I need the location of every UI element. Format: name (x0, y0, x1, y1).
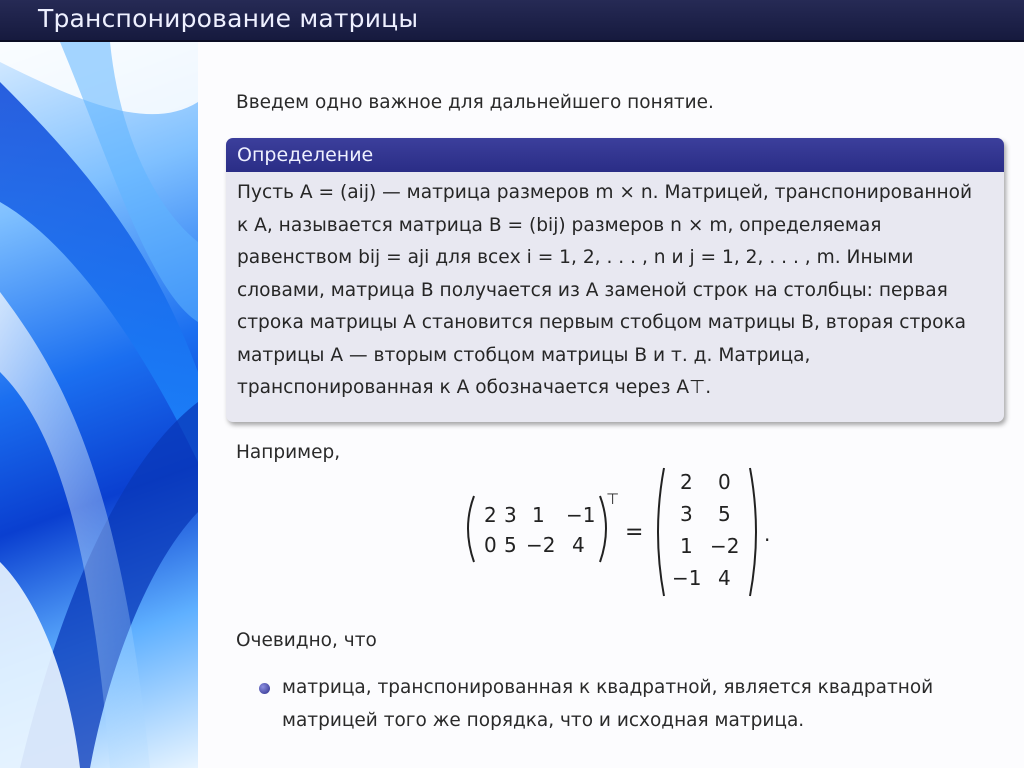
definition-line: Пусть A = (aij) — матрица размеров m × n. Матрицей, транспонированной (237, 182, 973, 203)
matrix-cell: 2 (680, 470, 693, 494)
matrix-cell: 5 (718, 502, 731, 526)
transpose-symbol: ⊤ (606, 490, 620, 508)
left-paren (658, 468, 664, 596)
example-label: Например, (236, 442, 341, 463)
matrix-cell: 4 (718, 566, 731, 590)
matrix-cell: 1 (532, 503, 545, 527)
definition-line: транспонированная к A обозначается через A⊤. (237, 377, 712, 398)
right-matrix (652, 463, 762, 601)
left-matrix (462, 490, 612, 570)
intro-text: Введем одно важное для дальнейшего понятие. (236, 92, 714, 113)
definition-line: к A, называется матрица B = (bij) размеров n × m, определяемая (237, 214, 882, 236)
decorative-swirl-image (0, 42, 198, 768)
equals-sign: = (625, 520, 644, 545)
matrix-cell: 0 (484, 533, 497, 557)
matrix-cell: −2 (710, 534, 740, 558)
matrix-cell: 2 (484, 503, 497, 527)
definition-line: строка матрицы A становится первым стобцом матрицы B, вторая строка (237, 312, 967, 333)
matrix-cell: −1 (672, 566, 702, 590)
matrix-cell: 4 (572, 533, 585, 557)
conclusion-label: Очевидно, что (236, 630, 377, 651)
slide-title-bar (0, 0, 1024, 42)
definition-header: Определение (226, 138, 1004, 172)
bullet-line: матрицей того же порядка, что и исходная матрица. (282, 710, 805, 731)
right-paren (750, 468, 756, 596)
matrix-cell: 5 (504, 533, 517, 557)
definition-line: равенством bij = aji для всех i = 1, 2, . . . , n и j = 1, 2, . . . , m. Иными (237, 247, 914, 268)
definition-block (226, 138, 1004, 422)
matrix-cell: −2 (526, 533, 556, 557)
bullet-line: матрица, транспонированная к квадратной, является квадратной (282, 677, 934, 698)
period: . (764, 522, 771, 546)
matrix-cell: 0 (718, 470, 731, 494)
left-paren (468, 496, 474, 562)
definition-line: матрицы A — вторым стобцом матрицы B и т. д. Матрица, (237, 344, 811, 366)
matrix-cell: 1 (680, 534, 693, 558)
matrix-cell: 3 (680, 502, 693, 526)
slide-title: Транспонирование матрицы (38, 4, 419, 33)
definition-line: словами, матрица B получается из A заменой строк на столбцы: первая (237, 279, 948, 301)
matrix-cell: −1 (566, 503, 596, 527)
matrix-cell: 3 (504, 503, 517, 527)
bullet-icon (259, 683, 270, 694)
definition-body (237, 182, 1004, 410)
